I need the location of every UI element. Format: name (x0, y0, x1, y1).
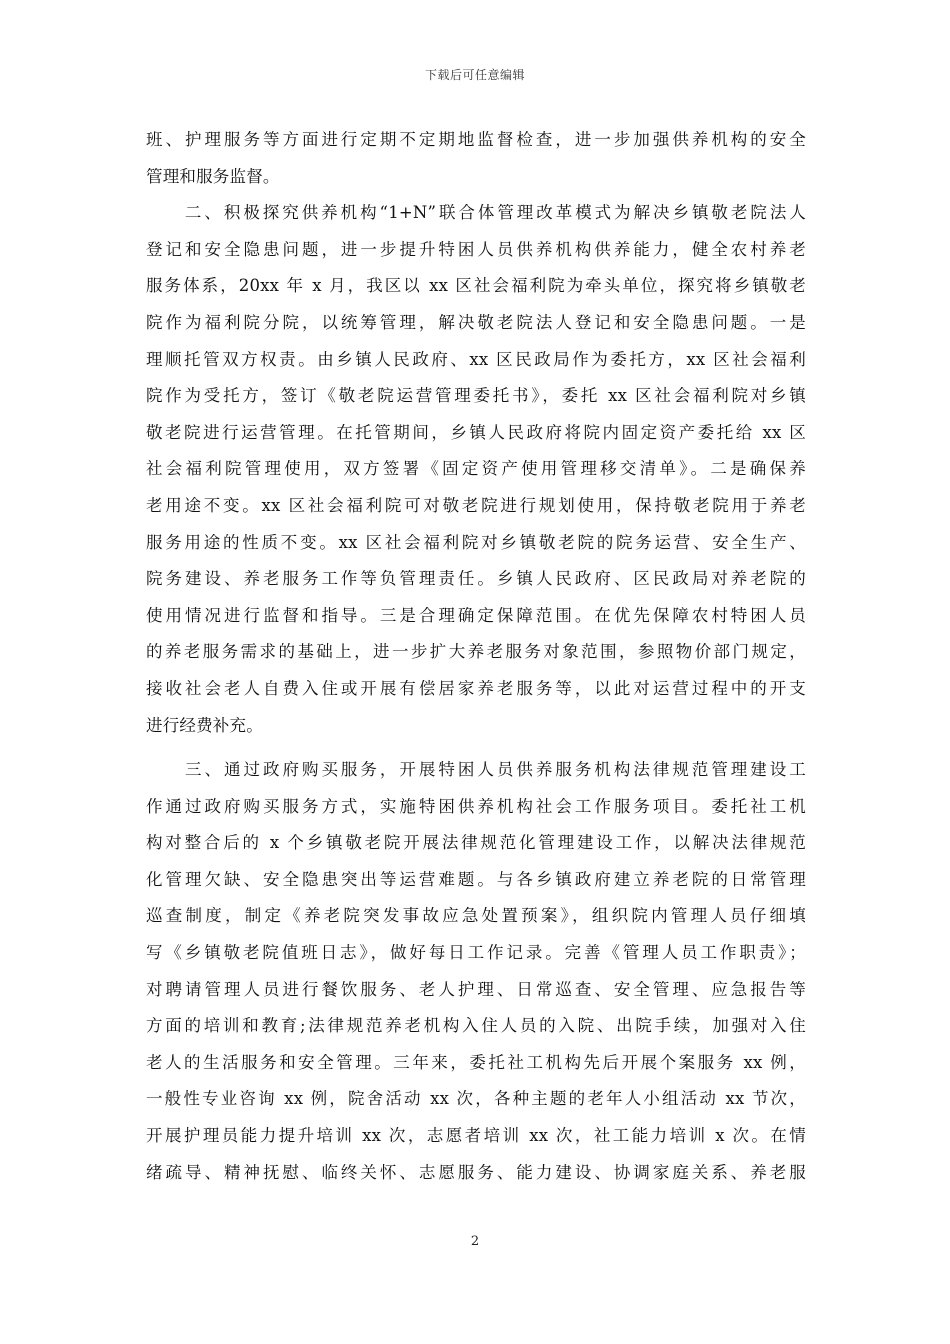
text-line: 一般性专业咨询 xx 例，院舍活动 xx 次，各种主题的老年人小组活动 xx 节次， (146, 1089, 806, 1109)
text-line: 进行经费补充。 (146, 715, 263, 735)
text-line: 三、通过政府购买服务，开展特困人员供养服务机构法律规范管理建设工 (146, 760, 806, 780)
text-line: 登记和安全隐患问题，进一步提升特困人员供养机构供养能力，健全农村养老 (146, 239, 806, 259)
text-line: 老人的生活服务和安全管理。三年来，委托社工机构先后开展个案服务 xx 例， (146, 1052, 806, 1072)
text-line: 敬老院进行运营管理。在托管期间，乡镇人民政府将院内固定资产委托给 xx 区 (146, 422, 806, 442)
text-line: 使用情况进行监督和指导。三是合理确定保障范围。在优先保障农村特困人员 (146, 605, 806, 625)
paragraph-2 (146, 195, 806, 744)
text-line: 方面的培训和教育;法律规范养老机构入住人员的入院、出院手续，加强对入住 (146, 1016, 806, 1036)
text-line: 写《乡镇敬老院值班日志》，做好每日工作记录。完善《管理人员工作职责》； (146, 943, 806, 963)
text-line: 管理和服务监督。 (146, 166, 280, 186)
page-header-note: 下载后可任意编辑 (424, 68, 525, 82)
text-line: 巡查制度，制定《养老院突发事故应急处置预案》，组织院内管理人员仔细填 (146, 906, 806, 926)
text-line: 服务体系，20xx 年 x 月，我区以 xx 区社会福利院为牵头单位，探究将乡镇敬老 (146, 276, 806, 296)
text-line: 接收社会老人自费入住或开展有偿居家养老服务等，以此对运营过程中的开支 (146, 678, 806, 698)
text-line: 理顺托管双方权责。由乡镇人民政府、xx 区民政局作为委托方，xx 区社会福利 (146, 349, 806, 369)
page-number: 2 (470, 1234, 480, 1249)
text-line: 院作为受托方，签订《敬老院运营管理委托书》，委托 xx 区社会福利院对乡镇 (146, 386, 806, 406)
text-line: 院务建设、养老服务工作等负管理责任。乡镇人民政府、区民政局对养老院的 (146, 569, 806, 589)
text-line: 开展护理员能力提升培训 xx 次，志愿者培训 xx 次，社工能力培训 x 次。在情 (146, 1126, 806, 1146)
text-line: 化管理欠缺、安全隐患突出等运营难题。与各乡镇政府建立养老院的日常管理 (146, 869, 806, 889)
text-line: 对聘请管理人员进行餐饮服务、老人护理、日常巡查、安全管理、应急报告等 (146, 979, 806, 999)
text-line: 服务用途的性质不变。xx 区社会福利院对乡镇敬老院的院务运营、安全生产、 (146, 532, 806, 552)
text-line: 院作为福利院分院，以统筹管理，解决敬老院法人登记和安全隐患问题。一是 (146, 312, 806, 332)
text-line: 社会福利院管理使用，双方签署《固定资产使用管理移交清单》。二是确保养 (146, 459, 806, 479)
document-body (146, 122, 806, 1191)
text-line: 二、积极探究供养机构“1+N”联合体管理改革模式为解决乡镇敬老院法人 (146, 203, 806, 223)
paragraph-gap (146, 744, 806, 752)
text-line: 的养老服务需求的基础上，进一步扩大养老服务对象范围，参照物价部门规定， (146, 642, 806, 662)
text-line: 班、护理服务等方面进行定期不定期地监督检查，进一步加强供养机构的安全 (146, 130, 806, 149)
text-line: 老用途不变。xx 区社会福利院可对敬老院进行规划使用，保持敬老院用于养老 (146, 495, 806, 515)
paragraph-3 (146, 752, 806, 1191)
text-line: 构对整合后的 x 个乡镇敬老院开展法律规范化管理建设工作，以解决法律规范 (146, 833, 806, 853)
text-line: 作通过政府购买服务方式，实施特困供养机构社会工作服务项目。委托社工机 (146, 796, 806, 816)
text-line: 绪疏导、精神抚慰、临终关怀、志愿服务、能力建设、协调家庭关系、养老服 (146, 1162, 806, 1182)
paragraph-1 (146, 122, 806, 195)
